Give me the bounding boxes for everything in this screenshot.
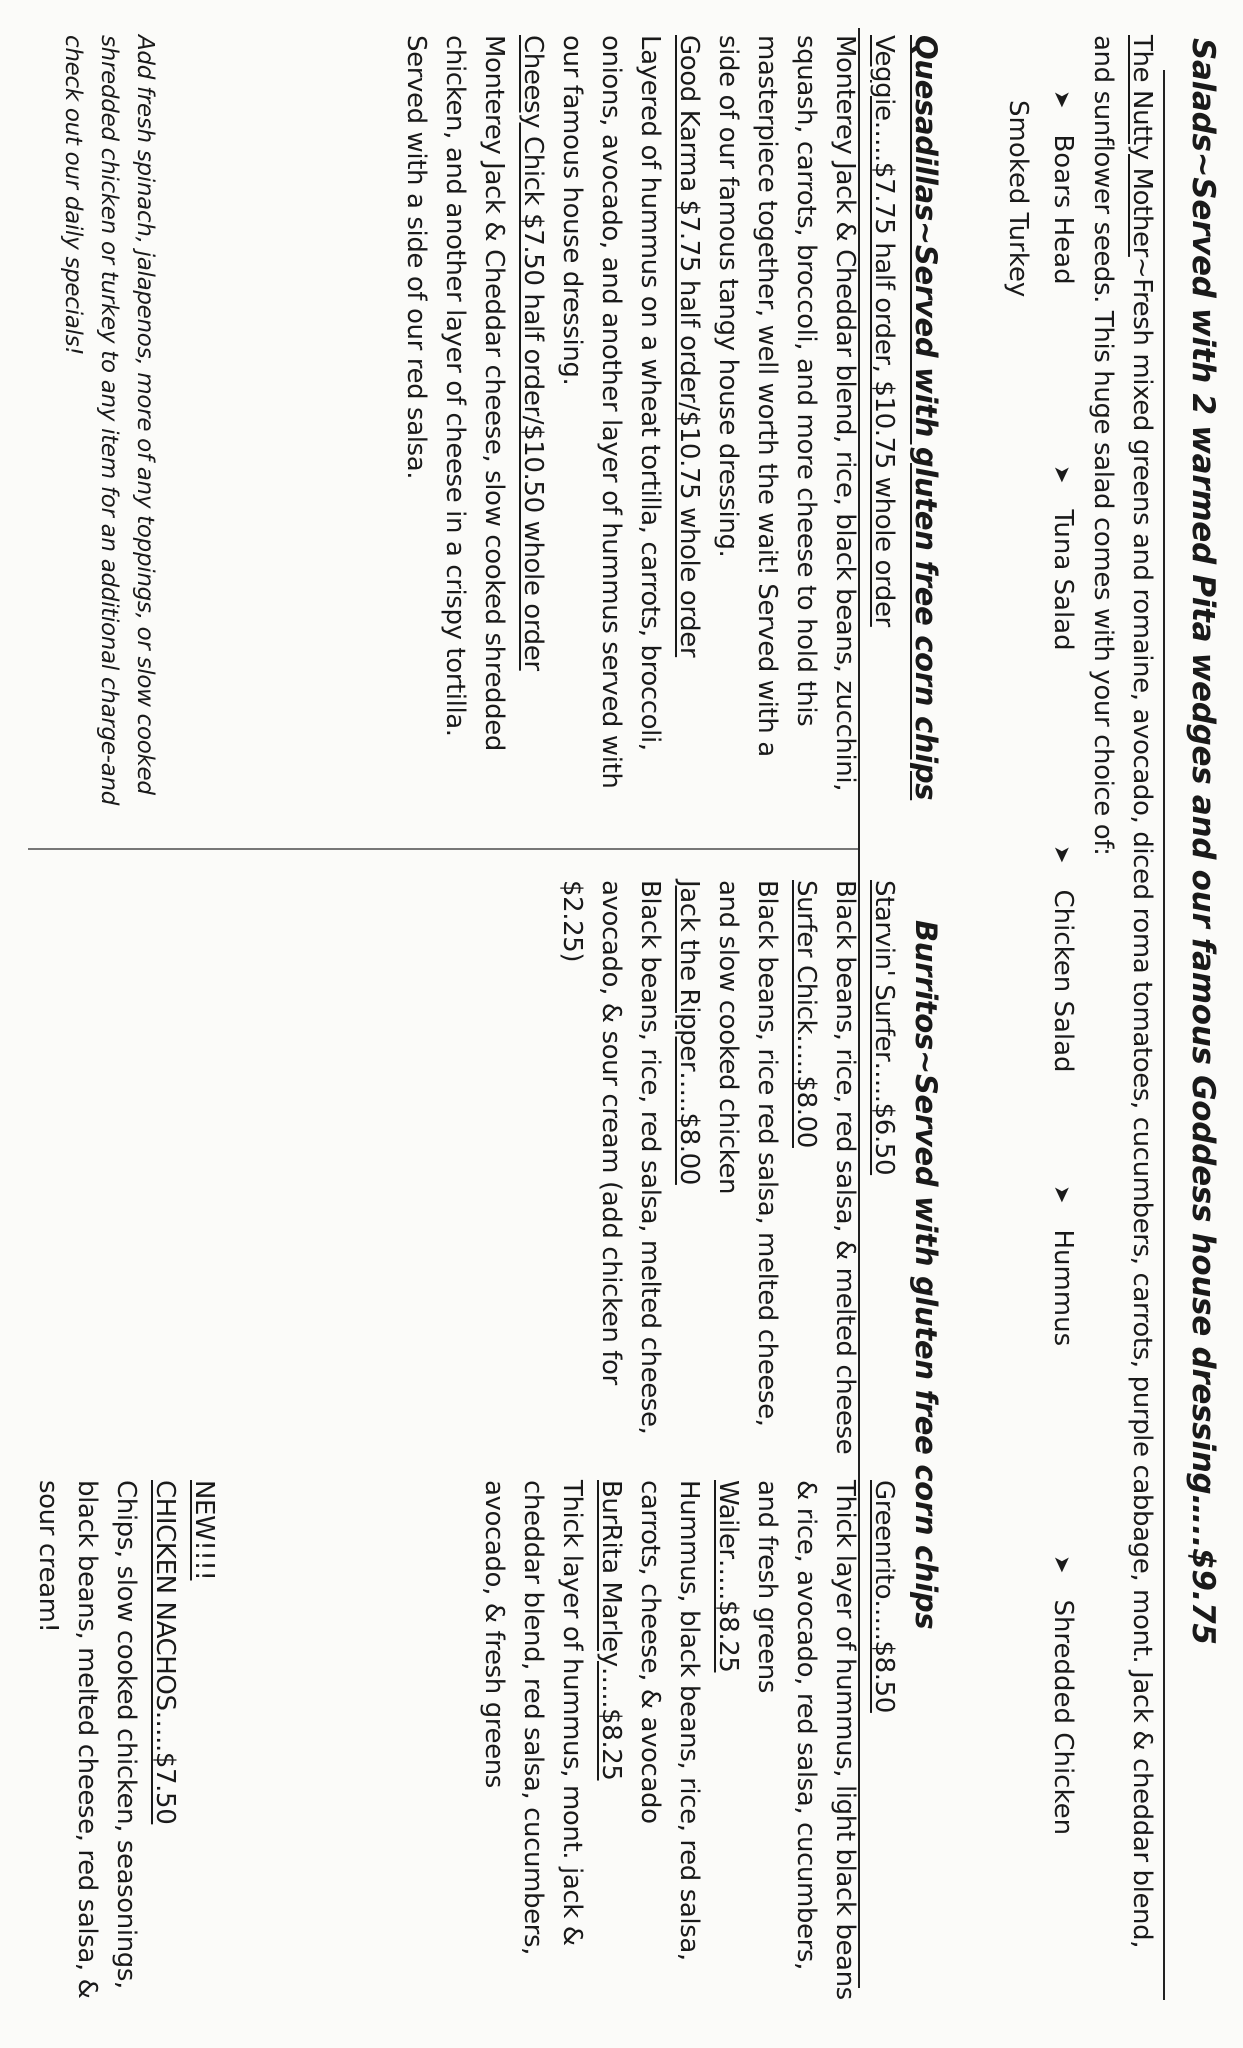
column-divider-rule	[28, 848, 858, 850]
menu-item-title: BurRita Marley…..$8.25	[596, 1480, 626, 1781]
quesadillas-list	[396, 35, 903, 815]
salad-choice-shredded-chicken: ➤Shredded Chicken	[1048, 1555, 1078, 1836]
menu-item-title: CHICKEN NACHOS…..$7.50	[150, 1480, 180, 1825]
check-icon: ➤	[1049, 1555, 1074, 1574]
new-label: NEW!!!!	[189, 1480, 219, 1581]
add-ons-note: Add fresh spinach, jalapenos, more of any toppings, or slow cooked shredded chicken or turkey to any item for an additional charge-and check out our daily specials!	[60, 35, 158, 806]
salad-choices	[1008, 35, 1078, 1995]
menu-item-description: Hummus, black beans, rice, red salsa, carrots, cheese, & avocado	[635, 1480, 704, 1961]
salad-choice-chicken-salad: ➤Chicken Salad	[1048, 845, 1078, 1073]
menu-item-description: Monterey Jack & Cheddar blend, rice, black beans, zucchini, squash, carrots, broccoli, and more cheese to hold this masterpiece together, well worth the wait! Served with a side of our famous tangy house dressing.	[713, 35, 860, 792]
menu-item-description: Thick layer of hummus, light black beans & rice, avocado, red salsa, cucumbers, and fresh greens	[752, 1480, 860, 2000]
salads-title-rule	[1163, 70, 1165, 2000]
chicken-nachos-special	[28, 1480, 223, 2000]
quesadillas-section-title: Quesadillas~Served with gluten free corn chips	[909, 35, 943, 801]
burritos-list-left	[552, 880, 903, 1460]
nutty-mother-description-block	[1083, 35, 1161, 1995]
menu-item-title: Greenrito…..$8.50	[869, 1480, 899, 1713]
check-icon: ➤	[1049, 1185, 1074, 1204]
menu-item-title: Good Karma $7.75 half order/$10.75 whole order	[674, 35, 704, 658]
menu-item-description: Black beans, rice, red salsa, & melted cheese	[830, 880, 860, 1455]
menu-item-title: Starvin' Surfer…..$6.50	[869, 880, 899, 1176]
menu-item-description: Layered of hummus on a wheat tortilla, carrots, broccoli, onions, avocado, and another layer of hummus served with our famous house dressing.	[557, 35, 665, 789]
burritos-list-right	[474, 1480, 903, 2000]
check-icon: ➤	[1049, 465, 1074, 484]
check-icon: ➤	[1049, 845, 1074, 864]
salad-name: The Nutty Mother	[1127, 35, 1157, 257]
salad-choice-tuna-salad: ➤Tuna Salad	[1048, 465, 1078, 651]
menu-item-title: Surfer Chick…..$8.00	[791, 880, 821, 1148]
menu-item-title: Jack the Ripper…..$8.00	[674, 880, 704, 1185]
menu-item-title: Cheesy Chick $7.50 half order/$10.50 whole order	[518, 35, 548, 671]
menu-item-description: Chips, slow cooked chicken, seasonings, black beans, melted cheese, red salsa, & sour cream!	[33, 1480, 141, 1999]
menu-item-description: Black beans, rice, red salsa, melted cheese, avocado, & sour cream (add chicken for $2.25)	[557, 880, 665, 1435]
salad-description: ~Fresh mixed greens and romaine, avocado, diced roma tomatoes, cucumbers, carrots, purple cabbage, mont. Jack & cheddar blend, and sunflower seeds. This huge salad comes with your choice of:	[1088, 35, 1157, 1949]
menu-item-description: Black beans, rice red salsa, melted cheese, and slow cooked chicken	[713, 880, 782, 1427]
check-icon: ➤	[1049, 90, 1074, 109]
menu-item-description: Monterey Jack & Cheddar cheese, slow cooked shredded chicken, and another layer of cheese in a crispy tortilla. Served with a side of our red salsa.	[401, 35, 509, 751]
salads-section-title: Salads~Served with 2 warmed Pita wedges and our famous Goddess house dressing…..$9.75	[1185, 38, 1221, 1645]
burritos-section-title: Burritos~Served with gluten free corn chips	[909, 920, 943, 1630]
menu-item-title: Wailer…..$8.25	[713, 1480, 743, 1673]
menu-item-title: Veggie…..$7.75 half order, $10.75 whole order	[869, 35, 899, 627]
salad-choice-smoked-turkey: Smoked Turkey	[1003, 100, 1033, 298]
salad-choice-hummus: ➤Hummus	[1048, 1185, 1078, 1347]
menu-item-description: Thick layer of hummus, mont. jack & cheddar blend, red salsa, cucumbers, avocado, & fresh greens	[479, 1480, 587, 1955]
salad-choice-boars-head: ➤Boars Head	[1048, 90, 1078, 285]
